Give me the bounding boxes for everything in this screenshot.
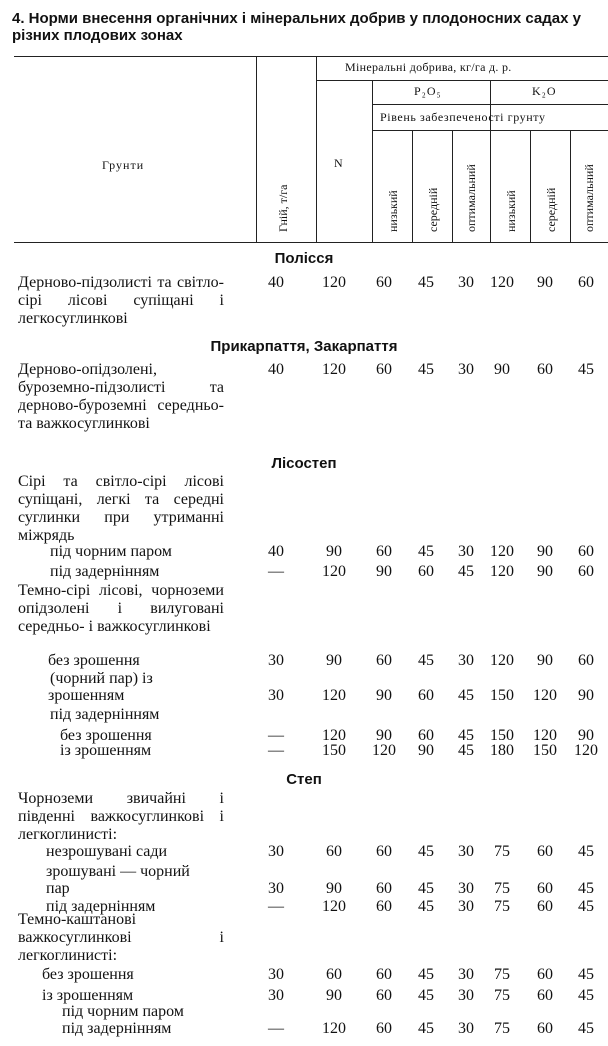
header-k-low: низький	[504, 190, 518, 232]
header-k-medium: середній	[544, 187, 558, 232]
value-cell: 60	[376, 1020, 392, 1037]
value-cell: 45	[418, 652, 434, 669]
value-cell: 40	[268, 274, 284, 291]
value-cell: 60	[578, 274, 594, 291]
soil-label: без зрошення	[48, 652, 140, 669]
value-cell: 120	[322, 274, 346, 291]
value-cell: 60	[376, 898, 392, 915]
value-cell: 60	[537, 843, 553, 860]
value-cell: 45	[418, 987, 434, 1004]
value-cell: 45	[418, 1020, 434, 1037]
header-top-rule	[14, 56, 608, 57]
table-row	[0, 790, 608, 843]
value-cell: 120	[490, 543, 514, 560]
soil-label: зрошувані — чорний	[46, 863, 190, 880]
value-cell: 150	[490, 687, 514, 704]
value-cell: 40	[268, 361, 284, 378]
value-cell: 90	[376, 727, 392, 744]
value-cell: 60	[537, 880, 553, 897]
value-cell: 60	[537, 966, 553, 983]
table-row	[0, 880, 608, 900]
soil-label: без зрошення	[60, 727, 152, 744]
value-cell: 75	[494, 987, 510, 1004]
value-cell: 90	[326, 652, 342, 669]
soil-label: під чорним паром	[62, 1003, 184, 1020]
value-cell: 90	[326, 987, 342, 1004]
table-row	[0, 582, 608, 635]
value-cell: 30	[458, 543, 474, 560]
value-cell: 45	[458, 742, 474, 759]
value-cell: 45	[418, 880, 434, 897]
value-cell: 60	[376, 966, 392, 983]
value-cell: 150	[533, 742, 557, 759]
value-cell: 60	[376, 652, 392, 669]
header-mineral: Мінеральні добрива, кг/га д. р.	[345, 60, 512, 74]
value-cell: 30	[268, 966, 284, 983]
table-row	[0, 652, 608, 672]
value-cell: 90	[326, 543, 342, 560]
header-supply: Рівень забезпеченості грунту	[380, 110, 546, 124]
header-p-low: низький	[386, 190, 400, 232]
value-cell: 30	[268, 652, 284, 669]
table-row	[0, 911, 608, 964]
value-cell: 60	[418, 687, 434, 704]
value-cell: 45	[418, 543, 434, 560]
value-cell: 30	[458, 1020, 474, 1037]
value-cell: 75	[494, 966, 510, 983]
table-row	[0, 687, 608, 707]
value-cell: 30	[458, 843, 474, 860]
value-cell: 30	[268, 880, 284, 897]
value-cell: 45	[458, 563, 474, 580]
value-cell: 60	[376, 361, 392, 378]
header-manure: Гній, т/га	[276, 184, 290, 232]
value-cell: 75	[494, 898, 510, 915]
value-cell: 90	[537, 274, 553, 291]
value-cell: 45	[578, 843, 594, 860]
value-cell: 90	[418, 742, 434, 759]
col-rule-5	[452, 130, 453, 242]
value-cell: 120	[322, 687, 346, 704]
value-cell: 60	[376, 880, 392, 897]
soil-label: незрошувані сади	[46, 843, 168, 860]
value-cell: 40	[268, 543, 284, 560]
value-cell: 60	[578, 563, 594, 580]
soil-label: під задернінням	[46, 898, 156, 915]
value-cell: 90	[537, 652, 553, 669]
soil-label: Дерново-підзолисті та світло-сірі лісові супіщані і легкосуглинкові	[18, 274, 224, 327]
soil-label: Темно-каштанові важкосуглинкові і легкоглинисті:	[18, 911, 224, 964]
value-cell: 60	[537, 898, 553, 915]
value-cell: —	[268, 898, 284, 915]
value-cell: 45	[418, 966, 434, 983]
soil-label: без зрошення	[42, 966, 134, 983]
table-row	[0, 274, 608, 327]
header-p-medium: середній	[426, 187, 440, 232]
table-row	[0, 966, 608, 986]
value-cell: 45	[418, 843, 434, 860]
value-cell: —	[268, 1020, 284, 1037]
value-cell: 90	[537, 543, 553, 560]
value-cell: 45	[578, 361, 594, 378]
value-cell: 60	[376, 543, 392, 560]
value-cell: 45	[578, 987, 594, 1004]
value-cell: 90	[494, 361, 510, 378]
header-k2o: K₂O	[532, 84, 557, 98]
value-cell: 75	[494, 843, 510, 860]
value-cell: 60	[376, 843, 392, 860]
value-cell: 60	[578, 652, 594, 669]
mineral-rule	[316, 80, 608, 81]
value-cell: —	[268, 563, 284, 580]
table-title: 4. Норми внесення органічних і мінеральних добрив у плодоносних садах у різних плодових зонах	[12, 10, 581, 44]
section-heading: Прикарпаття, Закарпаття	[210, 338, 398, 355]
value-cell: 60	[537, 1020, 553, 1037]
value-cell: 60	[418, 727, 434, 744]
soil-label: Темно-сірі лісові, чорноземи опідзолені і вилуговані середньо- і важкосуглинкові	[18, 582, 224, 635]
table-row	[0, 543, 608, 563]
value-cell: 120	[322, 898, 346, 915]
value-cell: 90	[537, 563, 553, 580]
value-cell: 45	[578, 880, 594, 897]
col-rule-4	[412, 130, 413, 242]
value-cell: 120	[322, 1020, 346, 1037]
value-cell: 75	[494, 880, 510, 897]
value-cell: 90	[376, 687, 392, 704]
value-cell: 90	[578, 727, 594, 744]
value-cell: 120	[322, 361, 346, 378]
soil-label: Дерново-опідзолені, буроземно-підзолисті та дерново-буроземні середньо- та важкосуглинкові	[18, 361, 224, 432]
value-cell: 120	[533, 727, 557, 744]
table-row	[0, 706, 608, 726]
value-cell: 90	[578, 687, 594, 704]
value-cell: 120	[322, 727, 346, 744]
value-cell: 120	[372, 742, 396, 759]
soil-label: під задернінням	[62, 1020, 172, 1037]
value-cell: 75	[494, 1020, 510, 1037]
col-rule-7	[530, 130, 531, 242]
col-rule-1	[256, 56, 257, 242]
soil-label: (чорний пар) із	[50, 670, 153, 687]
value-cell: 30	[458, 274, 474, 291]
value-cell: —	[268, 742, 284, 759]
value-cell: 30	[458, 361, 474, 378]
value-cell: 150	[490, 727, 514, 744]
value-cell: 45	[458, 687, 474, 704]
table-row	[0, 361, 608, 432]
section-heading: Лісостеп	[271, 455, 337, 472]
value-cell: 120	[490, 274, 514, 291]
soil-label: під чорним паром	[50, 543, 172, 560]
value-cell: 180	[490, 742, 514, 759]
table-row	[0, 843, 608, 863]
table-row	[0, 742, 608, 762]
header-p2o5: P₂O₅	[414, 84, 442, 98]
value-cell: 45	[418, 361, 434, 378]
value-cell: 30	[268, 987, 284, 1004]
header-bottom-rule	[14, 242, 608, 243]
table-row	[0, 563, 608, 583]
soil-label: із зрошенням	[42, 987, 134, 1004]
value-cell: 60	[537, 361, 553, 378]
value-cell: 45	[578, 898, 594, 915]
value-cell: 150	[322, 742, 346, 759]
soil-label: із зрошенням	[60, 742, 152, 759]
value-cell: 30	[458, 966, 474, 983]
value-cell: 120	[533, 687, 557, 704]
value-cell: 45	[458, 727, 474, 744]
table-row	[0, 1020, 608, 1040]
value-cell: 120	[322, 563, 346, 580]
soil-label: Сірі та світло-сірі лісові супіщані, легкі та середні суглинки при утриманні міжрядь	[18, 473, 224, 544]
col-rule-2	[316, 56, 317, 242]
value-cell: 45	[418, 274, 434, 291]
header-k-optimal: оптимальний	[582, 164, 596, 232]
header-n: N	[334, 156, 344, 170]
section-heading: Степ	[286, 771, 322, 788]
value-cell: 60	[326, 843, 342, 860]
col-rule-8	[570, 130, 571, 242]
value-cell: 30	[458, 898, 474, 915]
soil-label: під задернінням	[50, 706, 160, 723]
soil-label: Чорноземи звичайні і південні важкосуглинкові і легкоглинисті:	[18, 790, 224, 843]
value-cell: 60	[418, 563, 434, 580]
value-cell: 90	[376, 563, 392, 580]
value-cell: 90	[326, 880, 342, 897]
value-cell: 60	[326, 966, 342, 983]
value-cell: 120	[490, 563, 514, 580]
value-cell: 30	[268, 843, 284, 860]
value-cell: 60	[376, 987, 392, 1004]
value-cell: 30	[458, 652, 474, 669]
soil-label: пар	[46, 880, 70, 897]
col-rule-3	[372, 80, 373, 242]
value-cell: 120	[490, 652, 514, 669]
value-cell: 45	[418, 898, 434, 915]
value-cell: 60	[537, 987, 553, 1004]
soil-label: під задернінням	[50, 563, 160, 580]
col-rule-6	[490, 80, 491, 242]
value-cell: 30	[458, 987, 474, 1004]
value-cell: 45	[578, 1020, 594, 1037]
table-row	[0, 473, 608, 544]
value-cell: 60	[376, 274, 392, 291]
value-cell: 120	[574, 742, 598, 759]
value-cell: —	[268, 727, 284, 744]
value-cell: 45	[578, 966, 594, 983]
section-heading: Полісся	[274, 250, 334, 267]
header-p-optimal: оптимальний	[464, 164, 478, 232]
value-cell: 30	[268, 687, 284, 704]
value-cell: 60	[578, 543, 594, 560]
value-cell: 30	[458, 880, 474, 897]
header-soils: Грунти	[102, 158, 145, 172]
soil-label: зрошенням	[48, 687, 125, 704]
